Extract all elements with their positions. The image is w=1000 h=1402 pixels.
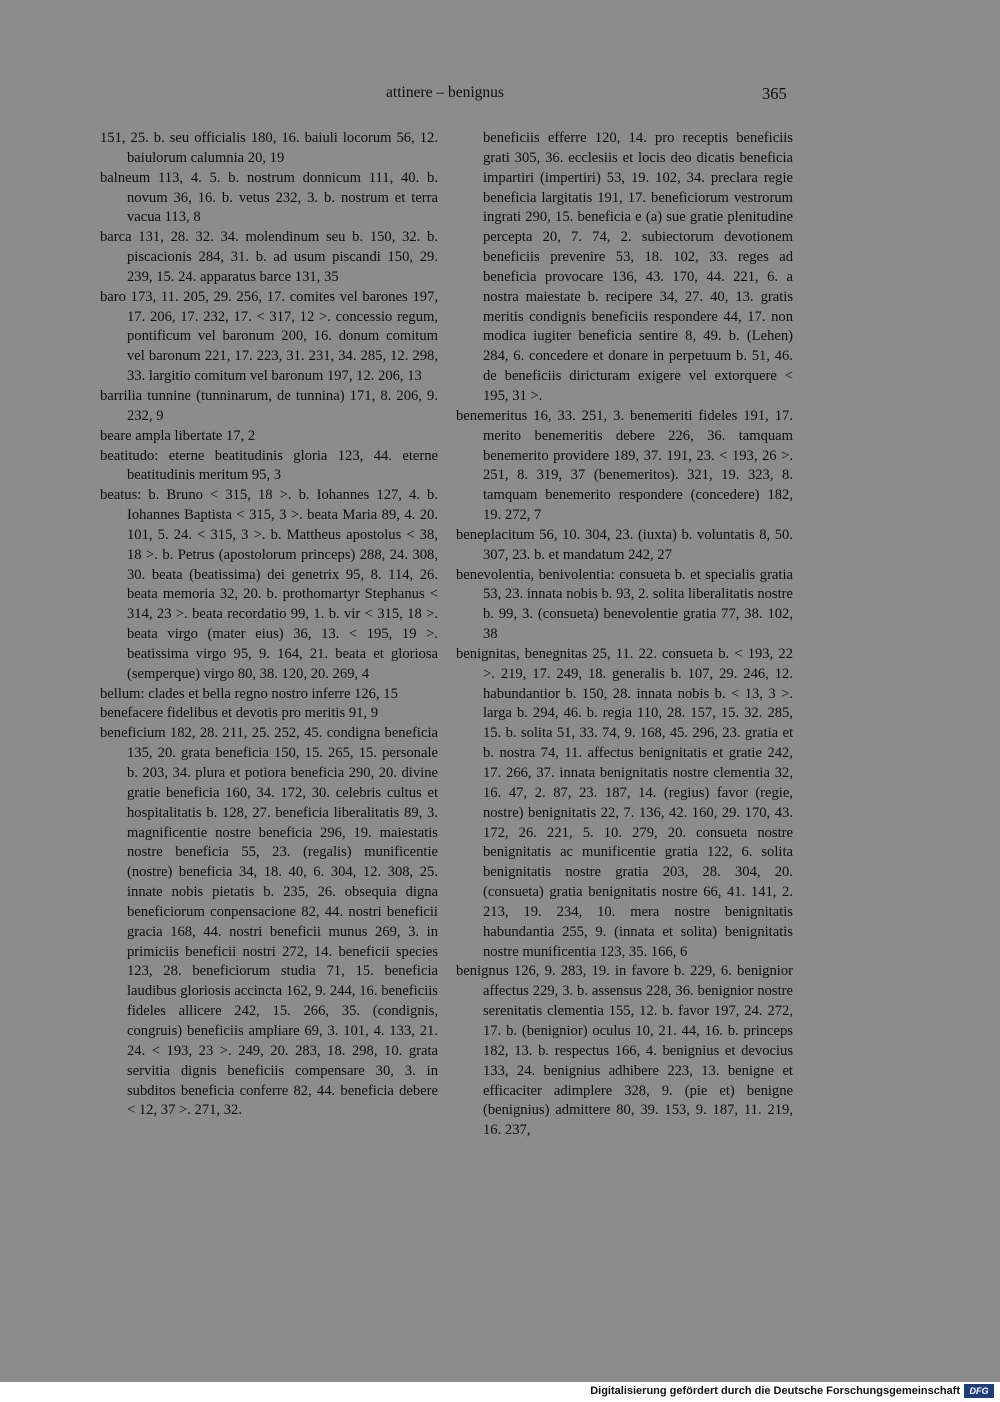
index-entry: benignus 126, 9. 283, 19. in favore b. 229, 6. benignior affectus 229, 3. b. assensus 228, 36. benignior nostre serenitatis clementia 155, 12. b. favor 197, 24. 272, 17. b. (benignior) oculus 10, 21. 44, 16. b. princeps 182, 13. b. respectus 166, 4. benignius et devocius 133, 24. benignius adhibere 223, 13. benigne et efficaciter adimplere 328, 9. (pie et) benigne (benignius) admittere 80, 39. 153, 9. 187, 11. 219, 16. 237, (456, 963, 793, 1139)
index-entry: benefacere fidelibus et devotis pro meritis 91, 9 (100, 705, 379, 722)
index-entry-continued: beneficiis efferre 120, 14. pro receptis beneficiis grati 305, 36. ecclesiis et locis deo dicatis beneficia impartiri (impertiri) 53, 19. 102, 34. preclara regie beneficia largitatis 191, 17. beneficiorum vestrorum ingrati 290, 15. beneficia e (a) sue gratie plenitudine percepta 20, 7. 74, 2. subiectorum devotionem beneficiis prevenire 53, 18. 102, 33. reges ad beneficia provocare 136, 43. 170, 44. 221, 6. a nostra maiestate b. recipere 34, 27. 40, 13. gratis meritis condignis beneficiis respondere 44, 17. non modica iugiter beneficia sentire 8, 49. b. (Lehen) 284, 6. concedere et donare in perpetuum b. 51, 46. de beneficiis diricturam exigere vel extorquere < 195, 31 >. (483, 130, 793, 404)
index-entry: balneum 113, 4. 5. b. nostrum donnicum 111, 40. b. novum 36, 16. b. vetus 232, 3. b. nostrum et terra vacua 113, 8 (100, 169, 438, 226)
index-entry: barca 131, 28. 32. 34. molendinum seu b. 150, 32. b. piscacionis 284, 31. b. ad usum piscandi 150, 29. 239, 15. 24. apparatus barce 131, 35 (100, 229, 438, 285)
index-entry: beneplacitum 56, 10. 304, 23. (iuxta) b. voluntatis 8, 50. 307, 23. b. et mandatum 242, 27 (456, 526, 793, 563)
index-entry: benignitas, benegnitas 25, 11. 22. consueta b. < 193, 22 >. 219, 17. 249, 18. generalis b. 107, 29. 246, 12. habundantior b. 150, 28. innata nobis b. < 13, 3 >. larga b. 294, 46. b. regia 110, 28. 157, 15. 32. 285, 15. b. solita 51, 33. 74, 9. 168, 45. 296, 23. gratia et b. nostra 74, 11. affectus benignitatis et gratie 242, 17. 266, 37. innata benignitatis nostre clementia 32, 16. 47, 2. 87, 23. 187, 14. (regius) favor (regie, nostre) benignitatis 22, 7. 136, 42. 160, 29. 170, 43. 172, 26. 221, 5. 10. 279, 20. consueta nostre benignitatis ac munificentie gratia 122, 6. solita benignitatis nostre gratia 203, 28. 304, 20. (consueta) gratia benignitatis nostre 66, 41. 141, 2. 213, 19. 234, 10. mera nostre benignitatis habundantia 255, 9. (innata et solita) benignitatis nostre munificentia 123, 35. 166, 6 (456, 645, 793, 960)
index-entry: beneficium 182, 28. 211, 25. 252, 45. condigna beneficia 135, 20. grata beneficia 150, 15. 265, 15. personale b. 203, 34. plura et potiora beneficia 290, 20. divine gratie beneficia 160, 34. 172, 30. celebris cultus et hospitalitatis b. 128, 27. beneficia liberalitatis 89, 3. magnificentie nostre beneficia 296, 19. maiestatis nostre beneficia 55, 23. (regalis) munificentie (nostre) beneficia 34, 18. 40, 6. 304, 12. 308, 25. innate nobis pietatis b. 235, 26. obsequia digna beneficiorum conpensacione 82, 44. nostri beneficii gracia 168, 44. nostri beneficii munus 269, 3. in primiciis beneficii nostri 272, 14. beneficii species 123, 28. beneficiorum studia 71, 15. beneficia laudibus gloriosis accincta 162, 9. 244, 16. beneficiis fideles allicere 242, 15. 266, 35. (condignis, congruis) beneficiis ampliare 69, 3. 101, 4. 133, 21. 24. < 193, 23 >. 249, 20. 283, 18. 298, 10. grata servitia dignis beneficiis compensare 30, 3. in subditos beneficia conferre 82, 44. beneficia debere < 12, 37 >. 271, 32. (100, 725, 438, 1119)
right-column (456, 129, 793, 1141)
index-entry: benevolentia, benivolentia: consueta b. et specialis gratia 53, 23. innata nobis b. 93, 2. solita liberalitatis nostre b. 99, 3. (consueta) benevolentie gratia 77, 38. 102, 38 (456, 566, 793, 643)
footer-credit: Digitalisierung gefördert durch die Deutsche Forschungsgemeinschaft (590, 1385, 960, 1397)
index-entry: 151, 25. b. seu officialis 180, 16. baiuli locorum 56, 12. baiulorum calumnia 20, 19 (100, 130, 438, 166)
left-column (100, 129, 438, 1121)
index-entry: bellum: clades et bella regno nostro inferre 126, 15 (100, 685, 398, 702)
page-number: 365 (762, 84, 787, 103)
dfg-logo: DFG (964, 1384, 994, 1398)
index-entry: baro 173, 11. 205, 29. 256, 17. comites vel barones 197, 17. 206, 17. 232, 17. < 317, 12 >. concessio regum, pontificum vel baronum 200, 16. donum comitum vel baronum 221, 17. 223, 31. 231, 34. 285, 12. 298, 33. largitio comitum vel baronum 197, 12. 206, 13 (100, 288, 438, 385)
index-entry: beare ampla libertate 17, 2 (100, 427, 256, 444)
index-entry: barrilia tunnine (tunninarum, de tunnina) 171, 8. 206, 9. 232, 9 (100, 387, 438, 424)
index-entry: benemeritus 16, 33. 251, 3. benemeriti fideles 191, 17. merito benemeritis debere 226, 36. tamquam benemerito providere 189, 37. 191, 23. < 193, 26 >. 251, 8. 319, 37 (benemeritos). 321, 19. 323, 8. tamquam benemerito respondere (concedere) 182, 19. 272, 7 (456, 407, 793, 524)
running-title: attinere – benignus (386, 84, 504, 101)
index-entry: beatus: b. Bruno < 315, 18 >. b. Iohannes 127, 4. b. Iohannes Baptista < 315, 3 >. beata Maria 89, 4. 20. 101, 5. 24. < 315, 3 >. b. Mattheus apostolus < 38, 18 >. b. Petrus (apostolorum princeps) 288, 24. 308, 30. beata (beatissima) dei genetrix 95, 8. 114, 26. beata memoria 32, 20. b. prothomartyr Stephanus < 314, 23 >. beata recordatio 99, 1. b. vir < 315, 18 >. beata virgo (mater eius) 36, 13. < 195, 19 >. beatissima virgo 95, 9. 164, 21. beata et gloriosa (semperque) virgo 80, 38. 120, 20. 269, 4 (100, 487, 438, 682)
index-entry: beatitudo: eterne beatitudinis gloria 123, 44. eterne beatitudinis meritum 95, 3 (100, 447, 438, 484)
digitization-footer (0, 1382, 1000, 1402)
